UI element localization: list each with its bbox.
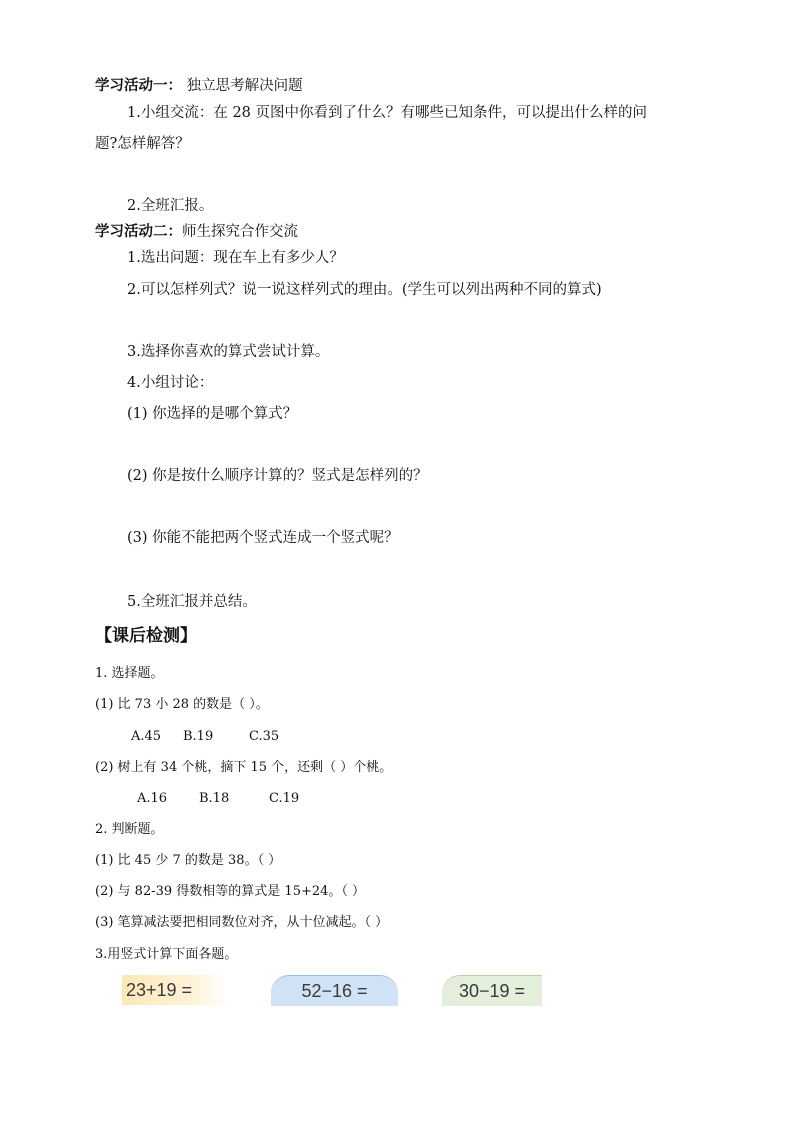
q2-3: (3) 笔算减法要把相同数位对齐，从十位减起。（ ） bbox=[95, 915, 389, 930]
test-heading: 【课后检测】 bbox=[95, 626, 197, 646]
calc-card-2-text: 52−16 = bbox=[301, 980, 368, 1001]
activity1-item1-line2: 题?怎样解答？ bbox=[95, 136, 190, 152]
q1-2: (2) 树上有 34 个桃，摘下 15 个，还剩（ ）个桃。 bbox=[95, 760, 393, 775]
q1-1-options bbox=[131, 727, 279, 747]
activity2-item5: 5.全班汇报并总结。 bbox=[127, 594, 257, 610]
q1-1: (1) 比 73 小 28 的数是（ ）。 bbox=[95, 697, 269, 712]
activity1-title bbox=[95, 76, 303, 96]
calc-card-2 bbox=[271, 975, 398, 1006]
activity2-title-label: 学习活动二： bbox=[95, 224, 182, 240]
q2-title: 2. 判断题。 bbox=[95, 822, 164, 837]
activity2-sub1: (1) 你选择的是哪个算式？ bbox=[127, 406, 298, 422]
q1-2-option-b: B.18 bbox=[199, 791, 230, 806]
activity2-item4: 4.小组讨论： bbox=[127, 375, 214, 391]
activity2-sub3: (3) 你能不能把两个竖式连成一个竖式呢？ bbox=[127, 530, 399, 546]
activity2-title bbox=[95, 222, 298, 242]
activity2-sub2: (2) 你是按什么顺序计算的？竖式是怎样列的？ bbox=[127, 468, 428, 484]
activity2-item3: 3.选择你喜欢的算式尝试计算。 bbox=[127, 344, 330, 360]
activity1-title-text: 独立思考解决问题 bbox=[182, 78, 303, 94]
calc-card-1-text: 23+19 = bbox=[126, 979, 193, 1000]
activity2-item2: 2.可以怎样列式？说一说这样列式的理由。(学生可以列出两种不同的算式) bbox=[127, 282, 602, 298]
activity2-item1: 1.选出问题：现在车上有多少人？ bbox=[127, 250, 344, 266]
q1-1-option-a: A.45 bbox=[131, 729, 162, 744]
activity2-title-text: 师生探究合作交流 bbox=[182, 224, 298, 240]
q2-1: (1) 比 45 少 7 的数是 38。（ ） bbox=[95, 853, 282, 868]
q1-1-option-c: C.35 bbox=[249, 729, 280, 744]
q3-title: 3.用竖式计算下面各题。 bbox=[95, 947, 238, 962]
calc-card-3 bbox=[442, 975, 542, 1006]
activity1-item2: 2.全班汇报。 bbox=[127, 198, 214, 214]
activity1-item1-line1: 1.小组交流：在 28 页图中你看到了什么？有哪些已知条件，可以提出什么样的问 bbox=[127, 105, 648, 121]
q1-1-option-b: B.19 bbox=[183, 729, 214, 744]
calc-card-1 bbox=[122, 975, 226, 1005]
q1-title: 1. 选择题。 bbox=[95, 666, 164, 681]
q1-2-options bbox=[137, 789, 299, 809]
activity1-title-label: 学习活动一： bbox=[95, 78, 182, 94]
q1-2-option-c: C.19 bbox=[269, 791, 300, 806]
calc-card-3-text: 30−19 = bbox=[458, 980, 526, 1001]
q1-2-option-a: A.16 bbox=[137, 791, 168, 806]
q2-2: (2) 与 82-39 得数相等的算式是 15+24。（ ） bbox=[95, 884, 366, 899]
